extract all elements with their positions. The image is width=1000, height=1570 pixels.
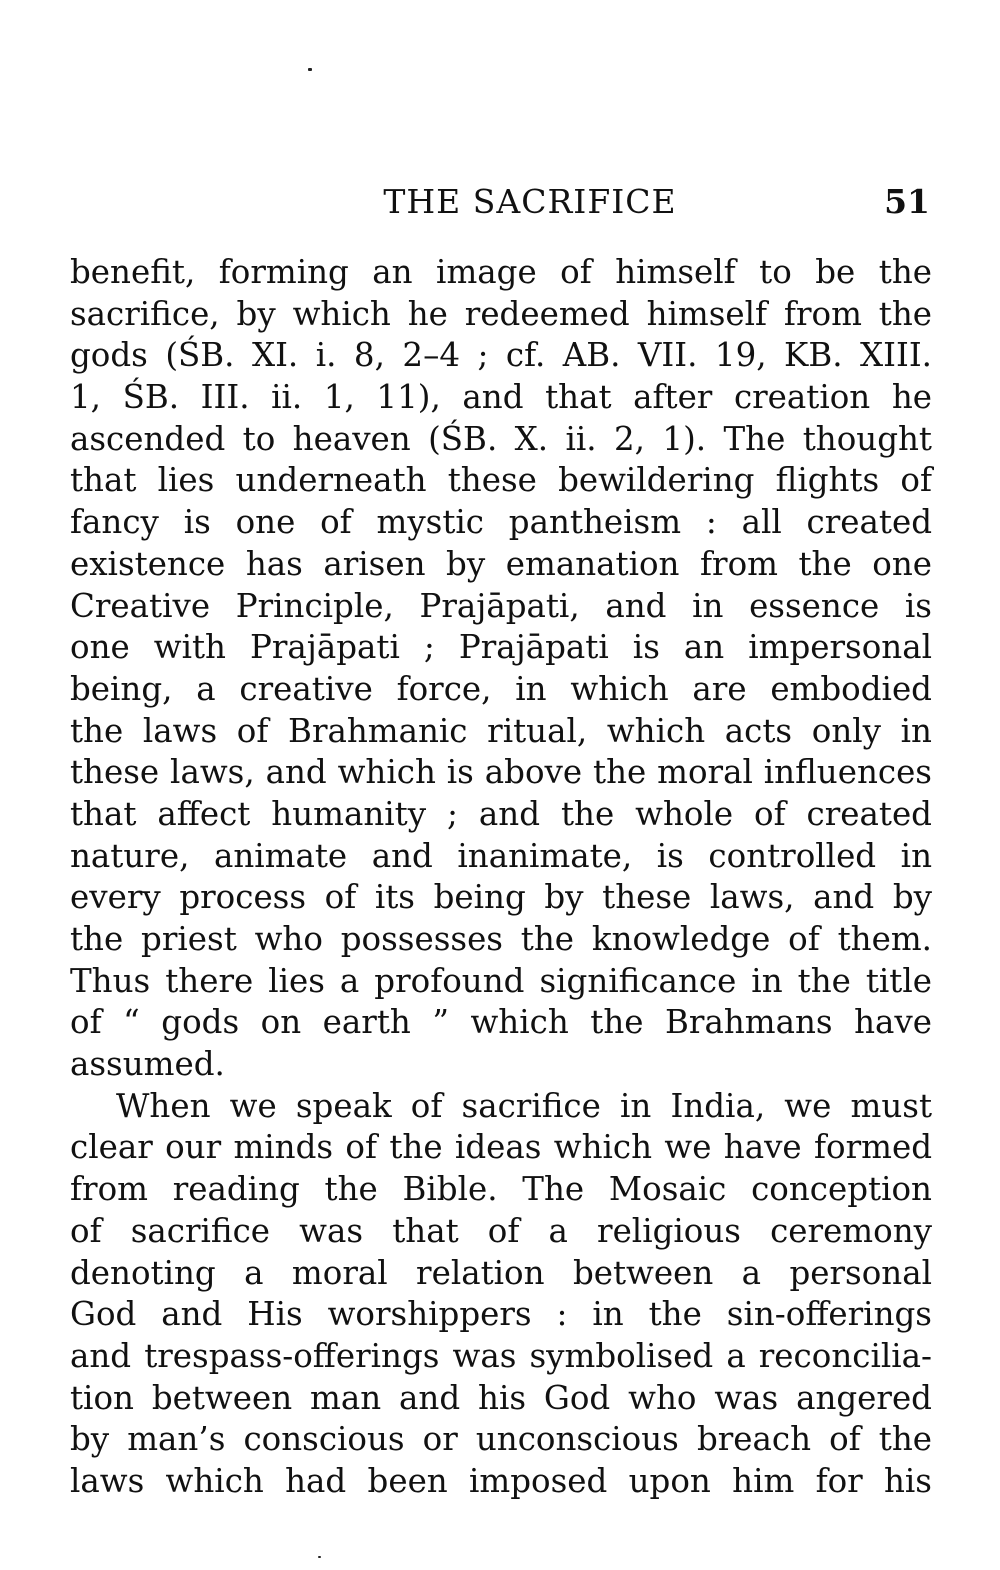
text-line: being, a creative force, in which are embodied [70,669,932,708]
text-line: existence has arisen by emanation from the one [70,544,932,583]
text-line: benefit, forming an image of himself to be the [70,253,932,291]
text-line: that lies underneath these bewildering flights of [70,461,932,500]
text-line: clear our minds of the ideas which we have formed [70,1128,932,1167]
text-line: assumed. [70,1045,225,1084]
ink-speck [308,68,312,71]
text-line: and trespass-offerings was symbolised a reconcilia- [70,1336,932,1375]
paragraph-1 [70,252,932,1086]
text-line: sacrifice, by which he redeemed himself from the [70,294,932,333]
text-line: When we speak of sacrifice in India, we must [116,1086,932,1125]
text-line: the priest who possesses the knowledge of them. [70,920,932,958]
text-line: God and His worshippers : in the sin-offerings [70,1295,932,1334]
text-line: 1, ŚB. III. ii. 1, 11), and that after creation he [70,378,932,417]
text-line: every process of its being by these laws, and by [70,878,932,917]
body-text [70,252,932,1503]
text-line: that affect humanity ; and the whole of created [70,794,932,833]
paragraph-2 [70,1086,932,1503]
text-line: fancy is one of mystic pantheism : all created [70,503,932,542]
text-line: the laws of Brahmanic ritual, which acts only in [70,711,932,750]
text-line: denoting a moral relation between a personal [70,1253,932,1292]
text-line: gods (ŚB. XI. i. 8, 2–4 ; cf. AB. VII. 19, KB. XIII. [70,336,932,375]
text-line: laws which had been imposed upon him for his [70,1461,932,1500]
text-line: these laws, and which is above the moral influences [70,753,932,792]
text-line: Creative Principle, Prajāpati, and in essence is [70,586,932,625]
page-header [70,176,930,228]
text-line: from reading the Bible. The Mosaic conception [70,1170,932,1209]
text-line: tion between man and his God who was angered [70,1378,932,1417]
page-number: 51 [884,182,930,221]
text-line: nature, animate and inanimate, is controlled in [70,836,932,875]
text-line: by man’s conscious or unconscious breach of the [70,1420,932,1459]
text-line: ascended to heaven (ŚB. X. ii. 2, 1). The thought [70,419,932,458]
text-line: of “ gods on earth ” which the Brahmans have [70,1003,932,1042]
ink-speck [318,1556,321,1558]
text-line: of sacrifice was that of a religious ceremony [70,1211,932,1250]
running-title: THE SACRIFICE [383,182,677,221]
text-line: one with Prajāpati ; Prajāpati is an impersonal [70,628,932,667]
text-line: Thus there lies a profound significance in the title [70,961,932,1000]
